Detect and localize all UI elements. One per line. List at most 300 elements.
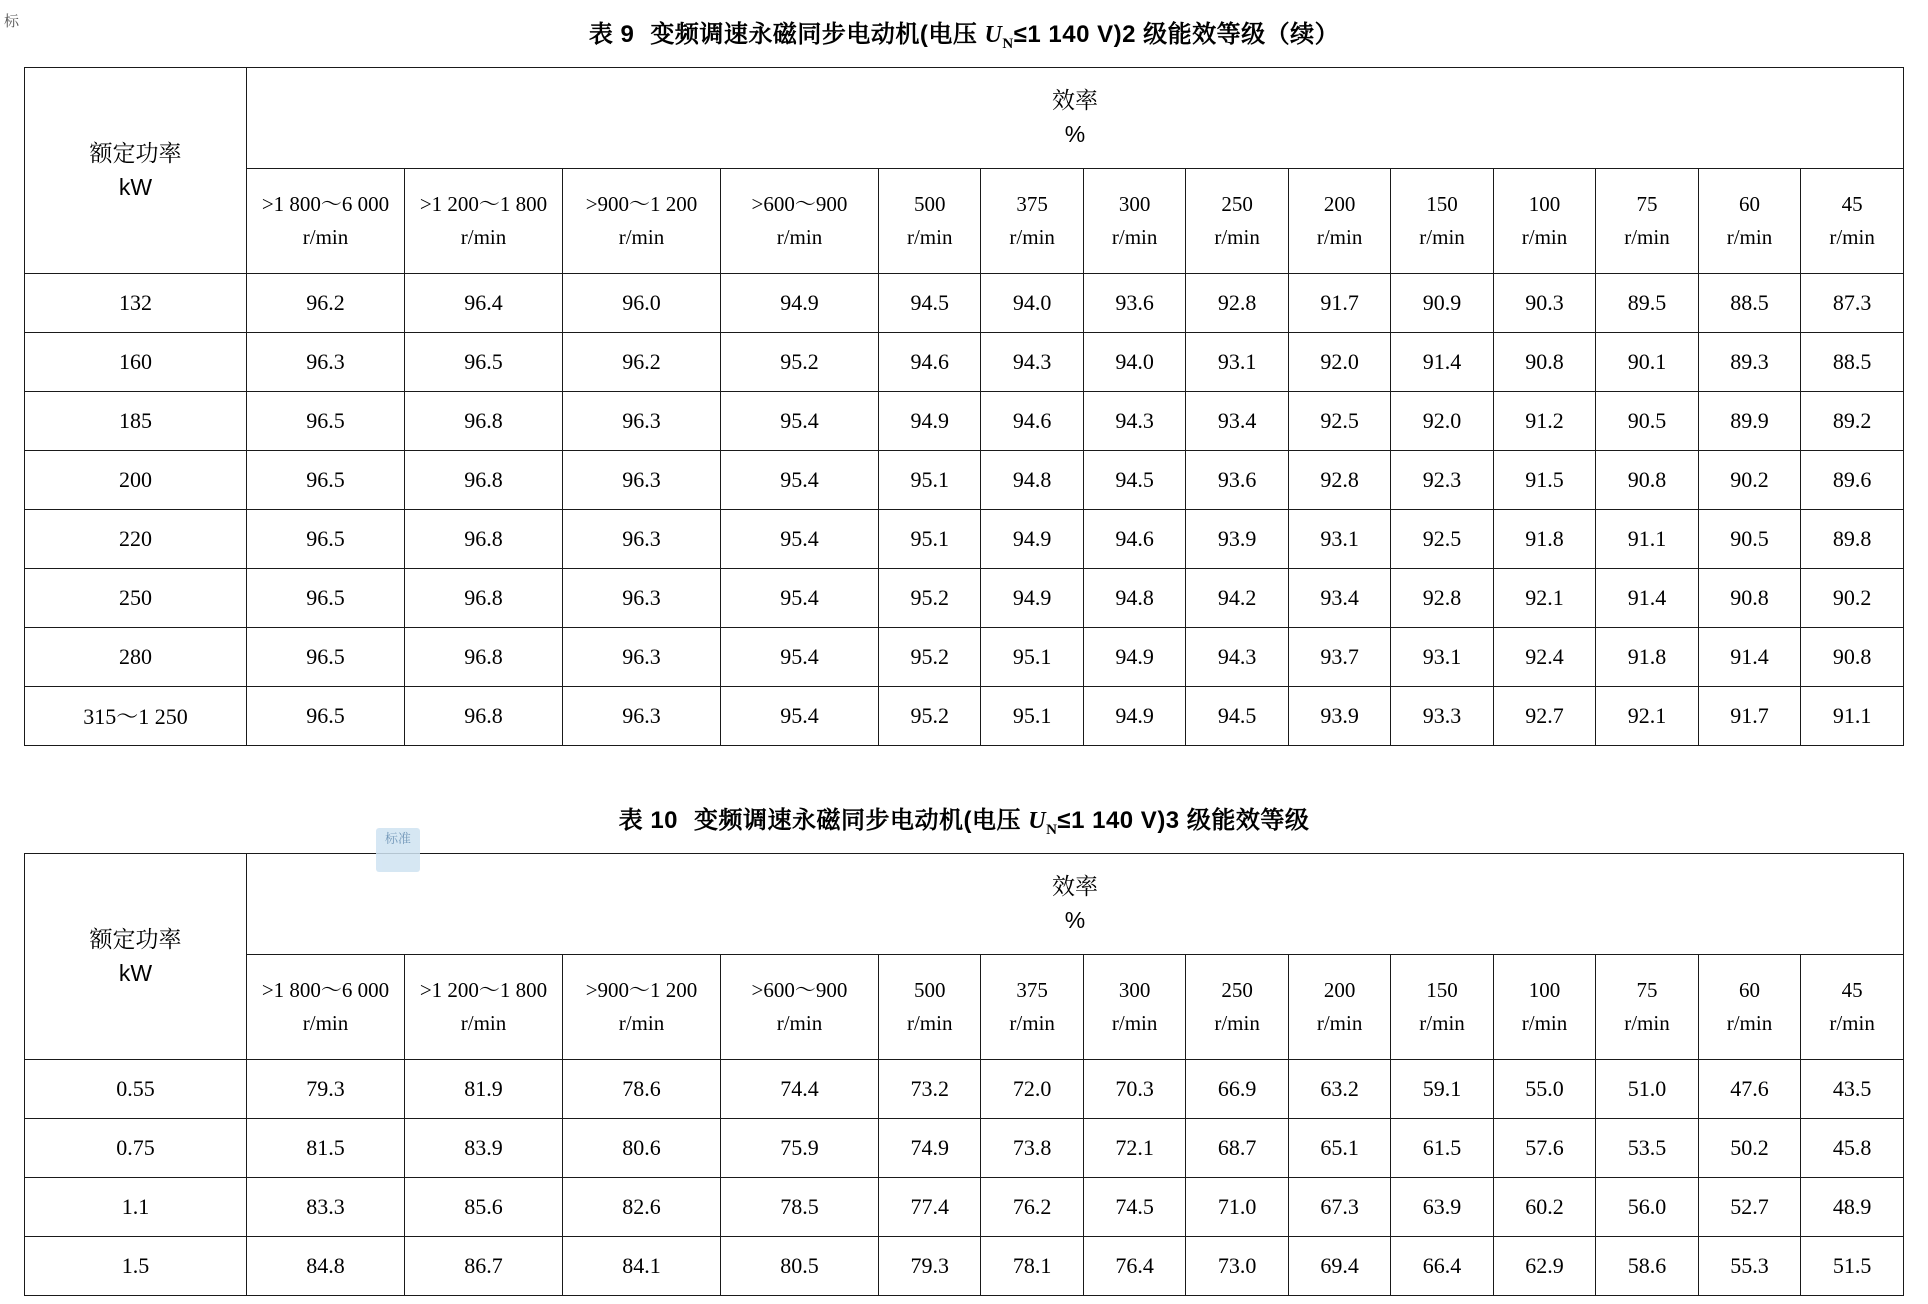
table-9-header-row-1 (25, 67, 1904, 168)
table-9-cell-4-7: 93.9 (1186, 509, 1288, 568)
table-10-caption (24, 786, 1904, 853)
table-9-header-power-line1: 额定功率 (89, 139, 182, 166)
table-9-header-efficiency (247, 67, 1904, 168)
table-9-cell-0-6: 93.6 (1083, 273, 1185, 332)
table-10-speed-col-6 (1083, 954, 1185, 1059)
table-9-cell-7-11: 92.1 (1596, 686, 1698, 745)
table-10-cell-3-8: 69.4 (1288, 1236, 1390, 1295)
table-9-cell-3-1: 96.8 (405, 450, 563, 509)
table-block-9 (24, 0, 1904, 746)
table-10-cell-1-6: 72.1 (1083, 1118, 1185, 1177)
table-10-cell-3-3: 80.5 (720, 1236, 878, 1295)
table-9-speed-unit-13: r/min (1829, 224, 1875, 249)
table-9-speed-unit-6: r/min (1111, 224, 1158, 249)
table-9-cell-2-8: 92.5 (1288, 391, 1390, 450)
table-9-cell-2-12: 89.9 (1698, 391, 1800, 450)
table-10-row-3-power: 1.5 (25, 1236, 247, 1295)
table-9-speed-range-8: 200 (1323, 192, 1356, 217)
table-9-speed-unit-4: r/min (906, 224, 953, 249)
table-10-cell-0-0: 79.3 (247, 1059, 405, 1118)
table-9-cell-3-3: 95.4 (720, 450, 878, 509)
table-9-cell-3-8: 92.8 (1288, 450, 1390, 509)
table-9-speed-unit-11: r/min (1624, 224, 1670, 249)
table-10-speed-col-10 (1493, 954, 1595, 1059)
table-10-cell-2-11: 56.0 (1596, 1177, 1698, 1236)
table-10-title-subscript: N (1046, 821, 1058, 838)
table-10-speed-range-5: 375 (1016, 978, 1048, 1003)
table-9-cell-7-12: 91.7 (1698, 686, 1800, 745)
table-9-cell-6-1: 96.8 (405, 627, 563, 686)
table-9-speed-col-3 (720, 168, 878, 273)
table-9-speed-unit-0: r/min (302, 224, 349, 249)
table-9-cell-5-3: 95.4 (720, 568, 878, 627)
table-10-cell-1-13: 45.8 (1801, 1118, 1904, 1177)
table-9-cell-2-0: 96.5 (247, 391, 405, 450)
table-9-cell-1-2: 96.2 (563, 332, 721, 391)
table-10-speed-unit-4: r/min (906, 1010, 953, 1035)
table-10-cell-0-3: 74.4 (720, 1059, 878, 1118)
table-9-cell-7-5: 95.1 (981, 686, 1083, 745)
table-10-cell-0-5: 72.0 (981, 1059, 1083, 1118)
table-10-cell-1-7: 68.7 (1186, 1118, 1288, 1177)
table-9-speed-col-5 (981, 168, 1083, 273)
table-9-row-6-power: 280 (25, 627, 247, 686)
table-9-cell-4-9: 92.5 (1391, 509, 1493, 568)
table-10-speed-range-6: 300 (1118, 978, 1151, 1003)
table-9-cell-7-2: 96.3 (563, 686, 721, 745)
table-9-speed-range-3: >600～900 (751, 192, 848, 217)
table-9-speed-range-6: 300 (1118, 192, 1151, 217)
table-9-cell-5-11: 91.4 (1596, 568, 1698, 627)
watermark-line-1: 标准 (384, 831, 411, 846)
table-9-speed-unit-5: r/min (1009, 224, 1055, 249)
table-10-cell-0-4: 73.2 (878, 1059, 980, 1118)
table-9-cell-5-7: 94.2 (1186, 568, 1288, 627)
table-9-cell-0-1: 96.4 (405, 273, 563, 332)
table-9-cell-1-10: 90.8 (1493, 332, 1595, 391)
table-10-row-1-power: 0.75 (25, 1118, 247, 1177)
table-9-speed-col-6 (1083, 168, 1185, 273)
table-9-cell-1-13: 88.5 (1801, 332, 1904, 391)
table-row (25, 509, 1904, 568)
table-9-cell-1-6: 94.0 (1083, 332, 1185, 391)
table-9-cell-3-11: 90.8 (1596, 450, 1698, 509)
side-margin-mark: 标 (4, 14, 21, 30)
table-10-cell-0-2: 78.6 (563, 1059, 721, 1118)
table-10-speed-range-8: 200 (1323, 978, 1356, 1003)
table-10-cell-0-11: 51.0 (1596, 1059, 1698, 1118)
table-9-speed-col-12 (1698, 168, 1800, 273)
table-9-cell-2-10: 91.2 (1493, 391, 1595, 450)
table-10-speed-col-8 (1288, 954, 1390, 1059)
table-9-cell-3-4: 95.1 (878, 450, 980, 509)
table-9-cell-7-4: 95.2 (878, 686, 980, 745)
table-9-cell-7-10: 92.7 (1493, 686, 1595, 745)
table-9-cell-2-11: 90.5 (1596, 391, 1698, 450)
table-10-cell-3-6: 76.4 (1083, 1236, 1185, 1295)
table-10-title-part1: 变频调速永磁同步电动机(电压 (694, 806, 1029, 834)
table-10-number: 表 10 (618, 806, 679, 834)
table-9-cell-3-12: 90.2 (1698, 450, 1800, 509)
table-9-cell-3-9: 92.3 (1391, 450, 1493, 509)
table-9-speed-unit-3: r/min (776, 224, 823, 249)
table-10-cell-1-3: 75.9 (720, 1118, 878, 1177)
table-9-cell-3-6: 94.5 (1083, 450, 1185, 509)
table-10-cell-3-7: 73.0 (1186, 1236, 1288, 1295)
table-10-header-row-1 (25, 853, 1904, 954)
table-10-header-efficiency-label: 效率 (1052, 873, 1099, 900)
table-10-speed-unit-6: r/min (1111, 1010, 1158, 1035)
table-9-speed-range-9: 150 (1426, 192, 1458, 217)
table-10-cell-1-12: 50.2 (1698, 1118, 1800, 1177)
table-10-speed-range-12: 60 (1738, 978, 1760, 1003)
table-9-cell-4-4: 95.1 (878, 509, 980, 568)
table-row (25, 332, 1904, 391)
table-9-number: 表 9 (588, 21, 635, 48)
table-9-cell-2-3: 95.4 (720, 391, 878, 450)
table-9-cell-6-13: 90.8 (1801, 627, 1904, 686)
table-10-speed-col-4 (878, 954, 980, 1059)
table-9-cell-4-3: 95.4 (720, 509, 878, 568)
table-9-cell-0-0: 96.2 (247, 273, 405, 332)
table-row (25, 273, 1904, 332)
table-9-speed-col-1 (405, 168, 563, 273)
table-10-speed-unit-1: r/min (460, 1010, 507, 1035)
table-9-speed-col-0 (247, 168, 405, 273)
table-9-cell-5-1: 96.8 (405, 568, 563, 627)
table-10-cell-3-10: 62.9 (1493, 1236, 1595, 1295)
table-9-cell-1-11: 90.1 (1596, 332, 1698, 391)
table-10-speed-range-13: 45 (1841, 978, 1863, 1003)
table-10-speed-unit-9: r/min (1419, 1010, 1465, 1035)
table-9-cell-5-12: 90.8 (1698, 568, 1800, 627)
table-9-cell-4-12: 90.5 (1698, 509, 1800, 568)
table-10-cell-1-1: 83.9 (405, 1118, 563, 1177)
table-row (25, 391, 1904, 450)
table-9-speed-unit-2: r/min (618, 224, 665, 249)
table-9-cell-0-7: 92.8 (1186, 273, 1288, 332)
table-9-cell-2-2: 96.3 (563, 391, 721, 450)
table-9-speed-unit-10: r/min (1521, 224, 1568, 249)
table-10-header-power-line2: kW (118, 960, 153, 987)
table-9-cell-2-4: 94.9 (878, 391, 980, 450)
table-9-cell-1-7: 93.1 (1186, 332, 1288, 391)
table-9-speed-col-13 (1801, 168, 1904, 273)
table-10-speed-unit-7: r/min (1214, 1010, 1260, 1035)
table-9-row-2-power: 185 (25, 391, 247, 450)
table-10-header-efficiency (247, 853, 1904, 954)
table-10-header-row-2 (25, 954, 1904, 1059)
table-10-header-power (25, 853, 247, 1059)
table-9-cell-1-8: 92.0 (1288, 332, 1390, 391)
table-9-cell-4-1: 96.8 (405, 509, 563, 568)
table-10-cell-2-10: 60.2 (1493, 1177, 1595, 1236)
table-10-title-part2: ≤1 140 V)3 级能效等级 (1057, 806, 1310, 834)
table-10-speed-range-3: >600～900 (751, 978, 848, 1003)
table-10-cell-0-1: 81.9 (405, 1059, 563, 1118)
table-9-cell-5-9: 92.8 (1391, 568, 1493, 627)
table-9-cell-7-1: 96.8 (405, 686, 563, 745)
table-10-speed-unit-10: r/min (1521, 1010, 1568, 1035)
table-9-cell-4-2: 96.3 (563, 509, 721, 568)
table-9-cell-0-4: 94.5 (878, 273, 980, 332)
table-10-speed-unit-2: r/min (618, 1010, 665, 1035)
table-9-speed-range-12: 60 (1738, 192, 1760, 217)
table-9-title-subscript: N (1002, 35, 1014, 52)
table-9-cell-3-0: 96.5 (247, 450, 405, 509)
table-10-cell-3-5: 78.1 (981, 1236, 1083, 1295)
table-9-cell-6-3: 95.4 (720, 627, 878, 686)
table-10-speed-col-3 (720, 954, 878, 1059)
table-9-cell-2-5: 94.6 (981, 391, 1083, 450)
table-10-cell-2-6: 74.5 (1083, 1177, 1185, 1236)
table-9-title-symbol: U (984, 22, 1003, 48)
table-9-cell-3-13: 89.6 (1801, 450, 1904, 509)
table-9-cell-5-2: 96.3 (563, 568, 721, 627)
table-10-cell-1-10: 57.6 (1493, 1118, 1595, 1177)
table-9-cell-0-2: 96.0 (563, 273, 721, 332)
table-10-speed-range-2: >900～1 200 (585, 978, 698, 1003)
table-10-cell-2-12: 52.7 (1698, 1177, 1800, 1236)
table-9-speed-range-4: 500 (913, 192, 946, 217)
table-9-cell-4-13: 89.8 (1801, 509, 1904, 568)
table-10-speed-col-2 (563, 954, 721, 1059)
table-10-title-symbol: U (1028, 807, 1047, 834)
table-9-cell-6-7: 94.3 (1186, 627, 1288, 686)
table-10-cell-0-6: 70.3 (1083, 1059, 1185, 1118)
table-10-speed-range-9: 150 (1426, 978, 1458, 1003)
table-9-cell-6-0: 96.5 (247, 627, 405, 686)
table-9-cell-5-13: 90.2 (1801, 568, 1904, 627)
table-10-speed-range-1: >1 200～1 800 (419, 978, 548, 1003)
table-9-row-5-power: 250 (25, 568, 247, 627)
table-9-speed-range-1: >1 200～1 800 (419, 192, 548, 217)
table-9-title-part1: 变频调速永磁同步电动机(电压 (650, 21, 985, 48)
table-10-cell-1-2: 80.6 (563, 1118, 721, 1177)
table-block-10 (24, 786, 1904, 1296)
table-10-cell-3-13: 51.5 (1801, 1236, 1904, 1295)
table-9-cell-2-13: 89.2 (1801, 391, 1904, 450)
table-9-speed-unit-8: r/min (1316, 224, 1363, 249)
table-9-cell-7-8: 93.9 (1288, 686, 1390, 745)
table-10-speed-col-13 (1801, 954, 1904, 1059)
table-10-speed-col-11 (1596, 954, 1698, 1059)
table-9-speed-col-9 (1391, 168, 1493, 273)
table-9-header-efficiency-unit: % (1064, 120, 1086, 147)
table-10-header-power-line1: 额定功率 (89, 925, 182, 952)
table-9-header-row-2 (25, 168, 1904, 273)
table-9-cell-0-10: 90.3 (1493, 273, 1595, 332)
table-9-speed-col-10 (1493, 168, 1595, 273)
table-9-cell-6-11: 91.8 (1596, 627, 1698, 686)
table-row (25, 450, 1904, 509)
table-row (25, 1118, 1904, 1177)
table-10-cell-3-11: 58.6 (1596, 1236, 1698, 1295)
table-9-cell-6-5: 95.1 (981, 627, 1083, 686)
table-10-speed-unit-5: r/min (1009, 1010, 1055, 1035)
table-9-cell-6-4: 95.2 (878, 627, 980, 686)
table-9-cell-6-8: 93.7 (1288, 627, 1390, 686)
table-10-speed-unit-8: r/min (1316, 1010, 1363, 1035)
table-10-cell-1-11: 53.5 (1596, 1118, 1698, 1177)
table-10-speed-range-4: 500 (913, 978, 946, 1003)
table-9-cell-4-0: 96.5 (247, 509, 405, 568)
table-9-cell-0-5: 94.0 (981, 273, 1083, 332)
table-9-title-part2: ≤1 140 V)2 级能效等级（续） (1013, 21, 1340, 48)
table-10-speed-range-7: 250 (1221, 978, 1253, 1003)
table-9-speed-unit-1: r/min (460, 224, 507, 249)
table-9-cell-7-3: 95.4 (720, 686, 878, 745)
table-10-cell-2-9: 63.9 (1391, 1177, 1493, 1236)
table-9-cell-7-6: 94.9 (1083, 686, 1185, 745)
table-10-speed-unit-3: r/min (776, 1010, 823, 1035)
table-9-cell-2-9: 92.0 (1391, 391, 1493, 450)
table-9-row-0-power: 132 (25, 273, 247, 332)
table-row (25, 1236, 1904, 1295)
table-9-header-efficiency-label: 效率 (1052, 87, 1099, 114)
table-9-cell-5-4: 95.2 (878, 568, 980, 627)
table-10-speed-unit-13: r/min (1829, 1010, 1875, 1035)
table-row (25, 1059, 1904, 1118)
table-9-cell-0-12: 88.5 (1698, 273, 1800, 332)
table-10-cell-0-12: 47.6 (1698, 1059, 1800, 1118)
table-9-row-4-power: 220 (25, 509, 247, 568)
table-10-cell-2-5: 76.2 (981, 1177, 1083, 1236)
table-9-cell-1-4: 94.6 (878, 332, 980, 391)
table-9-cell-5-0: 96.5 (247, 568, 405, 627)
table-10-cell-0-7: 66.9 (1186, 1059, 1288, 1118)
table-10-cell-3-12: 55.3 (1698, 1236, 1800, 1295)
table-10-cell-3-4: 79.3 (878, 1236, 980, 1295)
table-10-cell-3-1: 86.7 (405, 1236, 563, 1295)
table-9-cell-6-6: 94.9 (1083, 627, 1185, 686)
table-9-cell-5-6: 94.8 (1083, 568, 1185, 627)
table-10-cell-2-4: 77.4 (878, 1177, 980, 1236)
table-row (25, 1177, 1904, 1236)
table-10-cell-1-4: 74.9 (878, 1118, 980, 1177)
table-10-cell-1-9: 61.5 (1391, 1118, 1493, 1177)
table-9-speed-col-4 (878, 168, 980, 273)
table-10-header-efficiency-unit: % (1064, 906, 1086, 933)
table-10-cell-2-2: 82.6 (563, 1177, 721, 1236)
table-10-speed-col-1 (405, 954, 563, 1059)
table-9-speed-range-2: >900～1 200 (585, 192, 698, 217)
table-9-cell-4-6: 94.6 (1083, 509, 1185, 568)
table-9-cell-4-11: 91.1 (1596, 509, 1698, 568)
table-10-cell-3-9: 66.4 (1391, 1236, 1493, 1295)
table-10-speed-unit-0: r/min (302, 1010, 349, 1035)
table-9-cell-1-1: 96.5 (405, 332, 563, 391)
table-10-cell-1-8: 65.1 (1288, 1118, 1390, 1177)
table-9-speed-range-10: 100 (1528, 192, 1561, 217)
table-9-cell-0-8: 91.7 (1288, 273, 1390, 332)
table-9-header-power-line2: kW (118, 174, 153, 201)
table-9-cell-6-2: 96.3 (563, 627, 721, 686)
table-9-cell-7-13: 91.1 (1801, 686, 1904, 745)
table-10-row-2-power: 1.1 (25, 1177, 247, 1236)
table-9-cell-7-7: 94.5 (1186, 686, 1288, 745)
table-9-cell-1-5: 94.3 (981, 332, 1083, 391)
table-row (25, 686, 1904, 745)
table-9-cell-0-13: 87.3 (1801, 273, 1904, 332)
table-10-cell-2-3: 78.5 (720, 1177, 878, 1236)
table-9-cell-0-9: 90.9 (1391, 273, 1493, 332)
table-10-cell-2-8: 67.3 (1288, 1177, 1390, 1236)
table-9-cell-3-2: 96.3 (563, 450, 721, 509)
table-9-cell-3-5: 94.8 (981, 450, 1083, 509)
table-9-cell-2-7: 93.4 (1186, 391, 1288, 450)
table-10-cell-2-13: 48.9 (1801, 1177, 1904, 1236)
table-9-cell-6-9: 93.1 (1391, 627, 1493, 686)
table-10-cell-2-1: 85.6 (405, 1177, 563, 1236)
table-9-speed-unit-9: r/min (1419, 224, 1465, 249)
table-10-cell-3-2: 84.1 (563, 1236, 721, 1295)
table-9-cell-7-9: 93.3 (1391, 686, 1493, 745)
table-9-cell-2-1: 96.8 (405, 391, 563, 450)
table-9-speed-range-13: 45 (1841, 192, 1863, 217)
table-9-header-power (25, 67, 247, 273)
table-9-cell-5-10: 92.1 (1493, 568, 1595, 627)
table-9-speed-col-2 (563, 168, 721, 273)
table-10-cell-0-8: 63.2 (1288, 1059, 1390, 1118)
table-10-cell-2-7: 71.0 (1186, 1177, 1288, 1236)
table-10-cell-3-0: 84.8 (247, 1236, 405, 1295)
table-10-cell-1-5: 73.8 (981, 1118, 1083, 1177)
table-row (25, 568, 1904, 627)
table-10-speed-unit-11: r/min (1624, 1010, 1670, 1035)
table-9-cell-1-3: 95.2 (720, 332, 878, 391)
table-9-speed-col-7 (1186, 168, 1288, 273)
table-10-row-0-power: 0.55 (25, 1059, 247, 1118)
table-9-cell-6-12: 91.4 (1698, 627, 1800, 686)
table-row (25, 627, 1904, 686)
table-10-cell-0-10: 55.0 (1493, 1059, 1595, 1118)
table-9-cell-3-7: 93.6 (1186, 450, 1288, 509)
table-9-cell-1-9: 91.4 (1391, 332, 1493, 391)
table-10-cell-0-13: 43.5 (1801, 1059, 1904, 1118)
table-9-cell-5-5: 94.9 (981, 568, 1083, 627)
table-9-cell-2-6: 94.3 (1083, 391, 1185, 450)
table-9-speed-range-7: 250 (1221, 192, 1253, 217)
table-10-speed-unit-12: r/min (1726, 1010, 1773, 1035)
efficiency-table-9 (24, 67, 1904, 746)
table-9-cell-0-11: 89.5 (1596, 273, 1698, 332)
table-9-cell-0-3: 94.9 (720, 273, 878, 332)
table-9-cell-6-10: 92.4 (1493, 627, 1595, 686)
table-10-cell-0-9: 59.1 (1391, 1059, 1493, 1118)
table-9-speed-col-8 (1288, 168, 1390, 273)
table-10-speed-col-0 (247, 954, 405, 1059)
table-9-speed-range-5: 375 (1016, 192, 1048, 217)
section-gap (0, 746, 1928, 786)
table-9-cell-7-0: 96.5 (247, 686, 405, 745)
table-10-speed-col-7 (1186, 954, 1288, 1059)
table-9-row-3-power: 200 (25, 450, 247, 509)
table-9-cell-5-8: 93.4 (1288, 568, 1390, 627)
table-9-row-1-power: 160 (25, 332, 247, 391)
efficiency-table-10 (24, 853, 1904, 1296)
table-10-speed-col-9 (1391, 954, 1493, 1059)
table-9-speed-unit-12: r/min (1726, 224, 1773, 249)
table-9-caption (24, 0, 1904, 67)
table-10-cell-1-0: 81.5 (247, 1118, 405, 1177)
table-10-speed-col-5 (981, 954, 1083, 1059)
table-10-cell-2-0: 83.3 (247, 1177, 405, 1236)
table-9-cell-4-10: 91.8 (1493, 509, 1595, 568)
table-10-speed-range-0: >1 800～6 000 (261, 978, 390, 1003)
table-9-speed-range-0: >1 800～6 000 (261, 192, 390, 217)
table-9-speed-col-11 (1596, 168, 1698, 273)
